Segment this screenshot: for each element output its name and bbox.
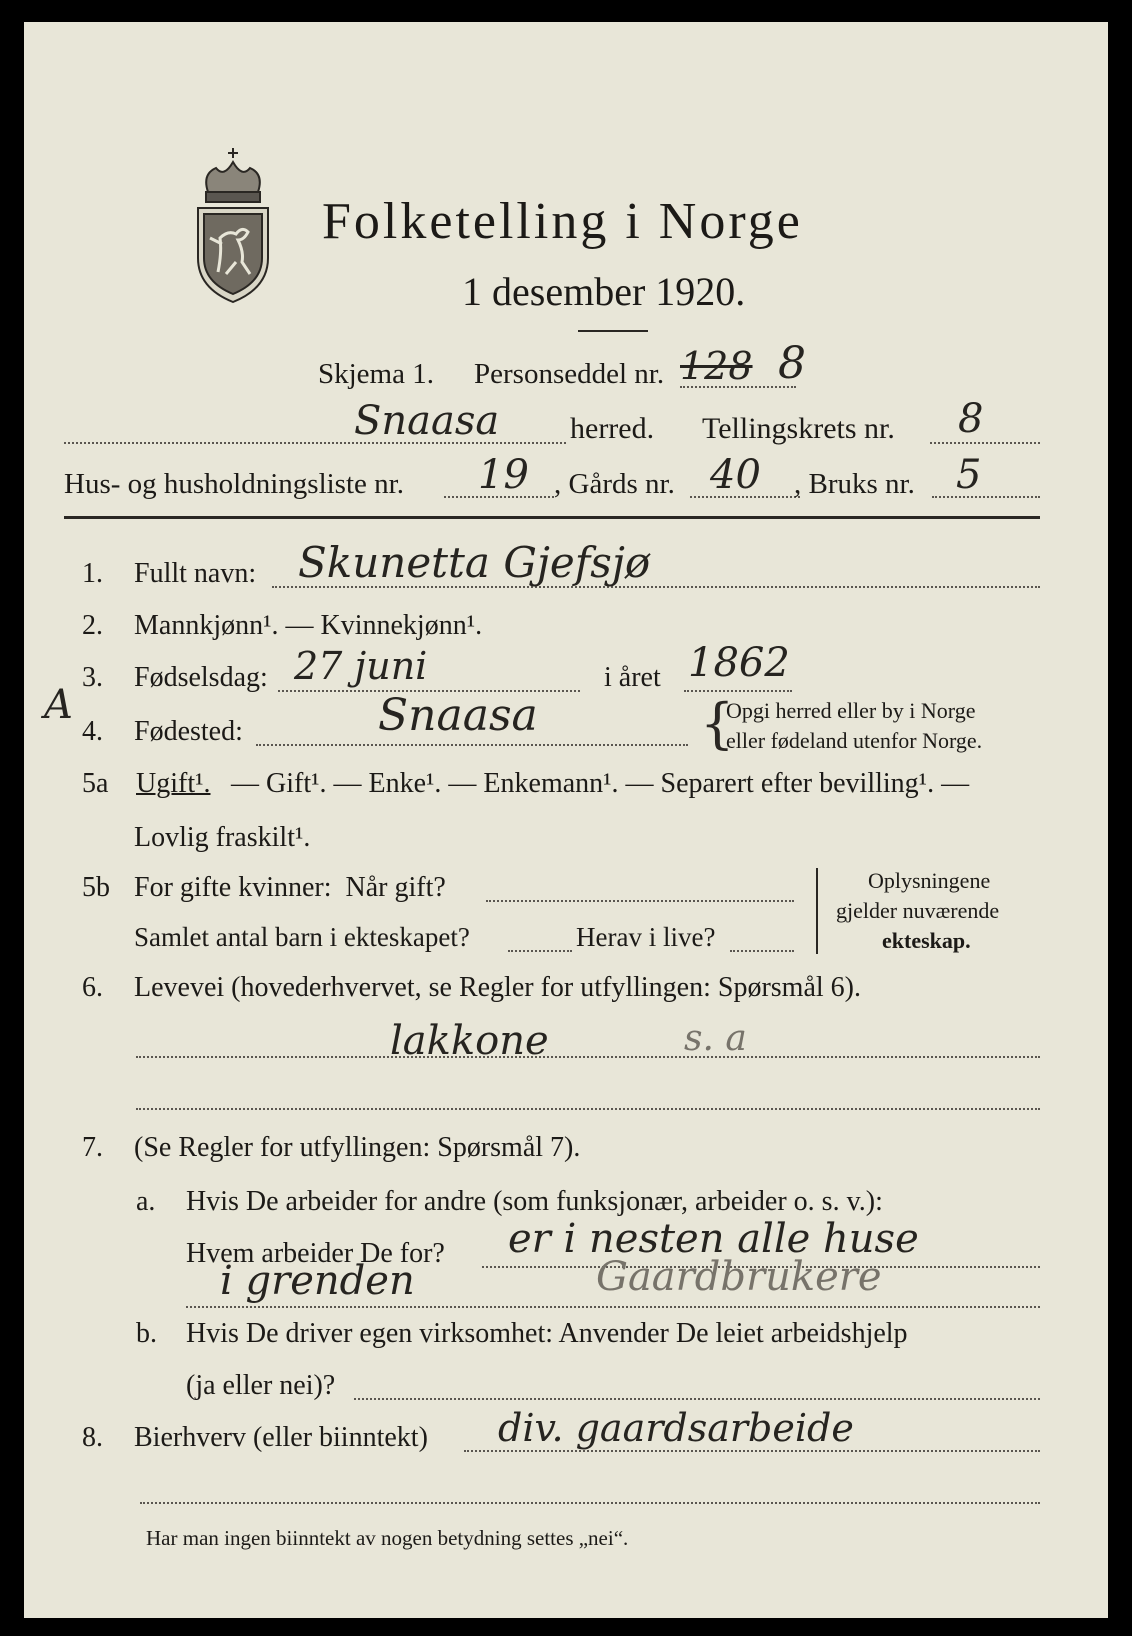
- census-form-page: [24, 22, 1108, 1618]
- q7b-dotline: [354, 1398, 1040, 1400]
- personseddel-correction: 8: [778, 338, 806, 389]
- bruks-dotline: [932, 496, 1040, 498]
- q5a-line2: Lovlig fraskilt¹.: [134, 822, 311, 853]
- q5b-note-line2: gjelder nuværende: [836, 898, 1000, 923]
- q1-number: 1.: [82, 558, 103, 589]
- herred-value: Snaasa: [354, 398, 500, 444]
- personseddel-label: Personseddel nr.: [474, 358, 665, 390]
- q6-dotline-1: [136, 1056, 1040, 1058]
- q4-number: 4.: [82, 716, 103, 747]
- q3-label: Fødselsdag:: [134, 662, 268, 693]
- q5b-children-label: Samlet antal barn i ekteskapet?: [134, 922, 470, 952]
- q3-year-value: 1862: [688, 640, 790, 686]
- q8-dotline: [464, 1450, 1040, 1452]
- q2-label: Mannkjønn¹. — Kvinnekjønn¹.: [134, 610, 483, 641]
- q7b-line2: (ja eller nei)?: [186, 1370, 336, 1401]
- q5b-alive-dotline: [730, 950, 794, 952]
- q6-number: 6.: [82, 972, 103, 1003]
- q5a-options: — Gift¹. — Enke¹. — Enkemann¹. — Separert efter bevilling¹. —: [224, 768, 970, 799]
- q3-day-value: 27 juni: [294, 644, 428, 688]
- form-title: Folketelling i Norge: [322, 193, 803, 250]
- q5b-line1: For gifte kvinner: Når gift?: [134, 872, 446, 903]
- q1-label: Fullt navn:: [134, 558, 257, 589]
- q6-dotline-2: [136, 1108, 1040, 1110]
- q5b-note-line3: ekteskap.: [882, 928, 971, 953]
- census-date: 1 desember 1920.: [462, 269, 746, 314]
- q5b-alive-label: Herav i live?: [576, 922, 716, 952]
- q4-value: Snaasa: [378, 690, 538, 741]
- bruks-label: , Bruks nr.: [794, 468, 915, 500]
- q6-label: Levevei (hovederhvervet, se Regler for utfyllingen: Spørsmål 6).: [134, 972, 861, 1003]
- title-divider: [578, 330, 648, 332]
- personseddel-value: 128: [680, 344, 753, 388]
- q7a-line2: Hvem arbeider De for?: [186, 1238, 445, 1269]
- q6-pencil-note: s. a: [684, 1018, 747, 1059]
- q5b-children-dotline: [508, 950, 572, 952]
- q5b-note-line1: Oplysningene: [868, 868, 991, 893]
- q4-note-line1: Opgi herred eller by i Norge: [726, 698, 976, 723]
- q2-number: 2.: [82, 610, 103, 641]
- q7a-value-2: i grenden: [220, 1258, 415, 1304]
- q7-label: (Se Regler for utfyllingen: Spørsmål 7).: [134, 1132, 581, 1163]
- husliste-value: 19: [478, 452, 529, 498]
- q7a-pencil-note: Gaardbrukere: [596, 1254, 882, 1300]
- tellingskrets-label: Tellingskrets nr.: [702, 412, 895, 445]
- q3-year-label: i året: [604, 662, 661, 693]
- q1-value: Skunetta Gjefsjø: [298, 538, 651, 587]
- header-divider: [64, 516, 1040, 519]
- husliste-label: Hus- og husholdningsliste nr.: [64, 468, 404, 500]
- q7a-value-1: er i nesten alle huse: [508, 1216, 919, 1262]
- q7b-letter: b.: [136, 1318, 157, 1349]
- q4-note-brace: {: [700, 692, 735, 755]
- q7a-dotline-2: [186, 1306, 1040, 1308]
- q4-dotline: [256, 744, 688, 746]
- q4-label: Fødested:: [134, 716, 243, 747]
- q8-value: div. gaardsarbeide: [498, 1406, 854, 1450]
- q4-margin-mark: A: [44, 682, 73, 728]
- q5b-note-bracket: [816, 868, 818, 954]
- q3-number: 3.: [82, 662, 103, 693]
- q5b-number: 5b: [82, 872, 110, 903]
- q8-dotline-2: [140, 1502, 1040, 1504]
- q6-value: lakkone: [390, 1018, 549, 1064]
- q5a-ugift: Ugift¹.: [136, 768, 211, 799]
- q7a-line1: Hvis De arbeider for andre (som funksjonær, arbeider o. s. v.):: [186, 1186, 883, 1217]
- q8-number: 8.: [82, 1422, 103, 1453]
- bruks-value: 5: [956, 452, 982, 498]
- q7-number: 7.: [82, 1132, 103, 1163]
- q7a-letter: a.: [136, 1186, 156, 1217]
- gards-value: 40: [710, 452, 761, 498]
- q4-note-line2: eller fødeland utenfor Norge.: [726, 728, 983, 753]
- herred-label: herred.: [570, 412, 655, 445]
- schema-label: Skjema 1.: [318, 358, 434, 390]
- gards-label: , Gårds nr.: [554, 468, 675, 500]
- footer-note: Har man ingen biinntekt av nogen betydning settes „nei“.: [146, 1526, 629, 1550]
- tellingskrets-dotline: [930, 442, 1040, 444]
- norway-coat-of-arms-icon: [188, 144, 278, 304]
- q8-label: Bierhverv (eller biinntekt): [134, 1422, 428, 1453]
- q5b-married-dotline: [486, 900, 794, 902]
- q7b-line1: Hvis De driver egen virksomhet: Anvender De leiet arbeidshjelp: [186, 1318, 908, 1349]
- q5a-number: 5a: [82, 768, 109, 799]
- tellingskrets-value: 8: [958, 396, 984, 442]
